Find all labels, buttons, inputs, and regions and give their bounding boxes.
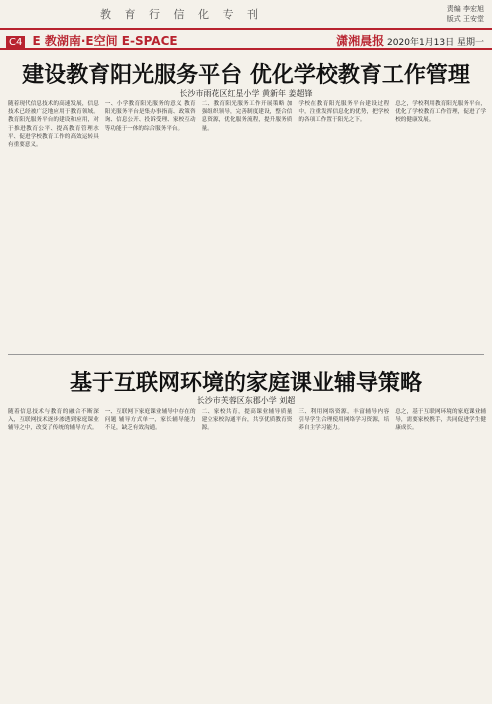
article2-col: 一、互联网下家庭课业辅导中存在的问题 辅导方式单一，家长辅导能力不足，缺乏有效沟通。 [104, 409, 196, 432]
header-rule [0, 48, 492, 50]
paper-name: 潇湘晨报 [336, 34, 385, 48]
article2-byline: 长沙市芙蓉区东郡小学 刘超 [196, 396, 296, 405]
article1-byline: 长沙市雨花区红星小学 黄新年 姜超锋 [179, 89, 313, 98]
article2-col: 随着信息技术与教育的融合不断深入，互联网技术逐步渗透到家庭课业辅导之中，改变了传统的辅导方式。 [8, 409, 99, 432]
article1-col: 学校在教育阳光服务平台建设过程中，注重发挥信息化的优势，把学校的各项工作置于阳光之下。 [298, 101, 390, 124]
masthead-meta [447, 4, 484, 24]
article2-body [8, 408, 486, 700]
article1-col: 总之，学校利用教育阳光服务平台，优化了学校教育工作管理，促进了学校的健康发展。 [395, 101, 486, 124]
editor: 责编 李宏旭 [446, 5, 484, 13]
article2-col: 三、利用网络资源，丰富辅导内容 引导学生合理使用网络学习资源，培养自主学习能力。 [298, 409, 390, 432]
article-divider [8, 354, 484, 355]
layout-editor: 版式 王安堂 [446, 15, 484, 23]
paper-info [336, 32, 484, 49]
page-label [6, 30, 178, 49]
article2-title: 基于互联网环境的家庭课业辅导策略 [69, 371, 422, 396]
article1-col: 一、小学教育阳光服务的意义 教育阳光服务平台是集办事指南、政策咨询、信息公开、投诉受理、家校互动等功能于一体的综合服务平台。 [104, 101, 196, 132]
article2-col: 总之，基于互联网环境的家庭课业辅导，需要家校携手，共同促进学生健康成长。 [395, 409, 486, 432]
section-title: E 教湖南·E空间 E-SPACE [32, 34, 178, 48]
page-number: C4 [6, 36, 25, 49]
article1-title: 建设教育阳光服务平台 优化学校教育工作管理 [22, 63, 470, 88]
article2-col: 二、家校共育，提高课业辅导质量 建立家校沟通平台，共享优质教育资源。 [201, 409, 293, 432]
masthead [0, 0, 492, 30]
masthead-dots: 教 育 行 信 化 专 刊 [100, 8, 263, 21]
issue-date: 2020年1月13日 星期一 [387, 38, 484, 48]
article1-body [8, 100, 486, 348]
article1-col: 随着现代信息技术的高速发展，信息技术已经被广泛地应用于教育领域。教育阳光服务平台的建设和应用，对于推进教育公平、提高教育管理水平、促进学校教育工作的高效运转具有重要意义。 [8, 101, 99, 149]
article1-col: 二、教育阳光服务工作开展策略 加强组织领导，完善制度建设，整合信息资源，优化服务流程，提升服务质量。 [201, 101, 293, 132]
